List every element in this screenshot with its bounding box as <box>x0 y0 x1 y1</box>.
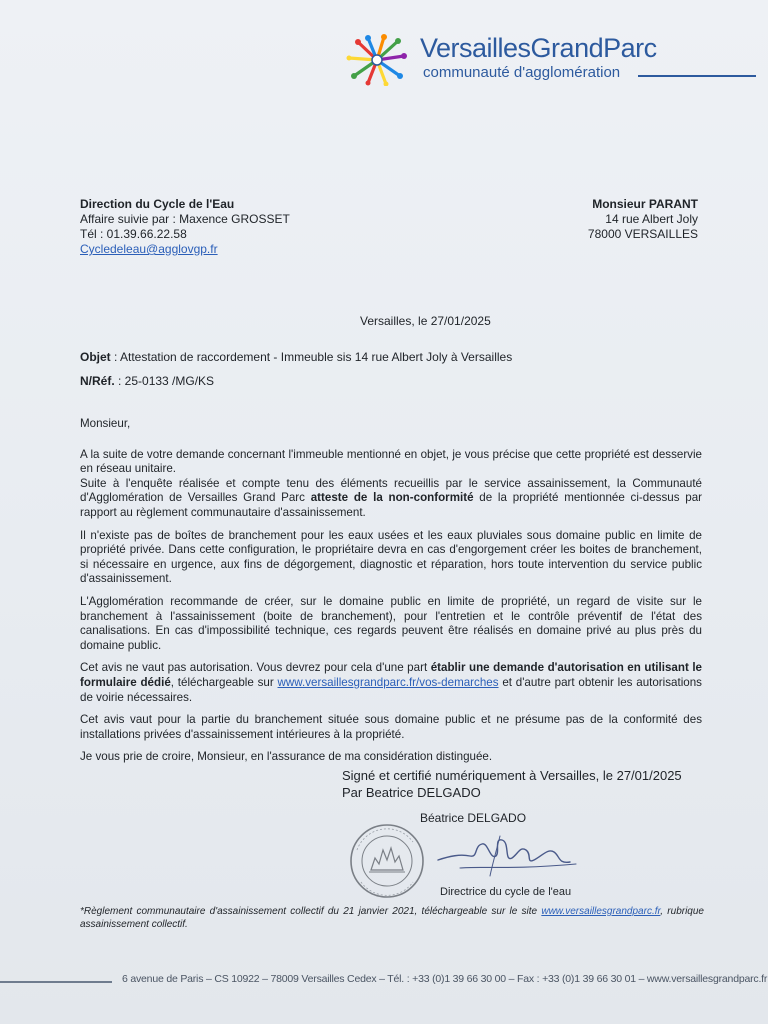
handwritten-signature-icon <box>430 826 580 886</box>
reference-label: N/Réf. <box>80 374 115 388</box>
signatory-name: Béatrice DELGADO <box>420 811 527 825</box>
subject-label: Objet <box>80 350 111 364</box>
official-seal-icon <box>343 820 433 902</box>
footnote <box>80 906 704 931</box>
signature-signed-by: Par Beatrice DELGADO <box>342 785 481 800</box>
reference-line <box>80 374 214 388</box>
logo-name: VersaillesGrandParc <box>420 33 657 63</box>
sender-block <box>80 197 290 257</box>
logo-divider <box>638 75 756 77</box>
reference-text: : 25-0133 /MG/KS <box>114 374 215 388</box>
recipient-street: 14 rue Albert Joly <box>605 212 698 226</box>
p5-bold: établir une demande d'autorisation en utilisant le formulaire dédié <box>80 661 703 689</box>
recipient-name: Monsieur PARANT <box>592 197 698 211</box>
subject-line <box>80 350 512 364</box>
footnote-text: *Règlement communautaire d'assainissement collectif du 21 janvier 2021, téléchargeable sur le site <box>80 906 542 917</box>
body-paragraph-1: A la suite de votre demande concernant l'immeuble mentionné en objet, je vous précise que cette propriété est desservie en réseau unitaire. <box>80 447 702 476</box>
demarches-link[interactable]: www.versaillesgrandparc.fr/vos-demarches <box>277 675 499 689</box>
p2-bold: atteste de la non-conformité <box>310 491 474 505</box>
p2-text-c: de la propriété mentionnée ci-dessus par rapport au règlement communautaire d'assainissement. <box>80 491 702 519</box>
salutation: Monsieur, <box>80 417 131 430</box>
footer-divider <box>0 981 112 983</box>
footer-address: 6 avenue de Paris – CS 10922 – 78009 Versailles Cedex – Tél. : +33 (0)1 39 66 30 00 – Fax : +33 (0)1 39 66 30 01 – www.versaillesgrandparc.fr <box>122 973 768 985</box>
footnote-link[interactable]: www.versaillesgrandparc.fr <box>541 906 661 917</box>
closing-paragraph: Je vous prie de croire, Monsieur, en l'assurance de ma considération distinguée. <box>80 750 493 764</box>
recipient-block <box>588 197 698 242</box>
signature-certification: Signé et certifié numériquement à Versailles, le 27/01/2025 <box>342 768 682 783</box>
body-paragraph-5 <box>80 661 702 705</box>
sender-department: Direction du Cycle de l'Eau <box>80 197 235 211</box>
p5-text-c: , téléchargeable sur <box>170 675 278 689</box>
recipient-city: 78000 VERSAILLES <box>587 227 698 241</box>
p5-text-d: et d'autre part obtenir les autorisations de voirie nécessaires. <box>80 675 702 704</box>
p5-text-a: Cet avis ne vaut pas autorisation. Vous devrez pour cela d'une part <box>80 661 431 675</box>
footnote-text-end: , rubrique assainissement collectif. <box>80 906 704 930</box>
signatory-role: Directrice du cycle de l'eau <box>440 886 572 898</box>
body-paragraph-2 <box>80 477 702 521</box>
p2-text-a: Suite à l'enquête réalisée et compte tenu des éléments recueillis par le service assainissement, la Communauté d'Agglomération de Versailles Grand Parc <box>80 476 702 505</box>
letter-date: Versailles, le 27/01/2025 <box>360 314 491 328</box>
body-paragraph-6: Cet avis vaut pour la partie du branchement située sous domaine public et ne présume pas de la conformité des installations privées d'assainissement intérieures à la propriété. <box>80 713 702 741</box>
body-paragraph-4: L'Agglomération recommande de créer, sur le domaine public en limite de propriété, un regard de visite sur le branchement à l'assainissement (boite de branchement), pour l'entretien et le contrôle préventif de l'état des canalisations. En cas d'impossibilité technique, ces regards peuvent être réalisés en domaine privé au plus près du domaine public. <box>80 594 702 652</box>
letter-body <box>80 417 702 773</box>
logo-subtitle: communauté d'agglomération <box>423 64 621 81</box>
versailles-grand-parc-logo-icon <box>346 34 408 86</box>
sender-phone: Tél : 01.39.66.22.58 <box>80 227 187 241</box>
sender-email-link[interactable]: Cycledeleau@agglovgp.fr <box>80 242 218 256</box>
subject-text: : Attestation de raccordement - Immeuble sis 14 rue Albert Joly à Versailles <box>110 350 513 364</box>
sender-handled-by: Affaire suivie par : Maxence GROSSET <box>80 212 290 226</box>
body-paragraph-3: Il n'existe pas de boîtes de branchement pour les eaux usées et les eaux pluviales sous domaine public en limite de propriété privée. Dans cette configuration, le propriétaire devra en cas d'engorgement créer les boites de branchement, si nécessaire en urgence, aux fins de dégorgement, diagnostic et réparation, hors toute intervention du service public d'assainissement. <box>80 528 702 586</box>
